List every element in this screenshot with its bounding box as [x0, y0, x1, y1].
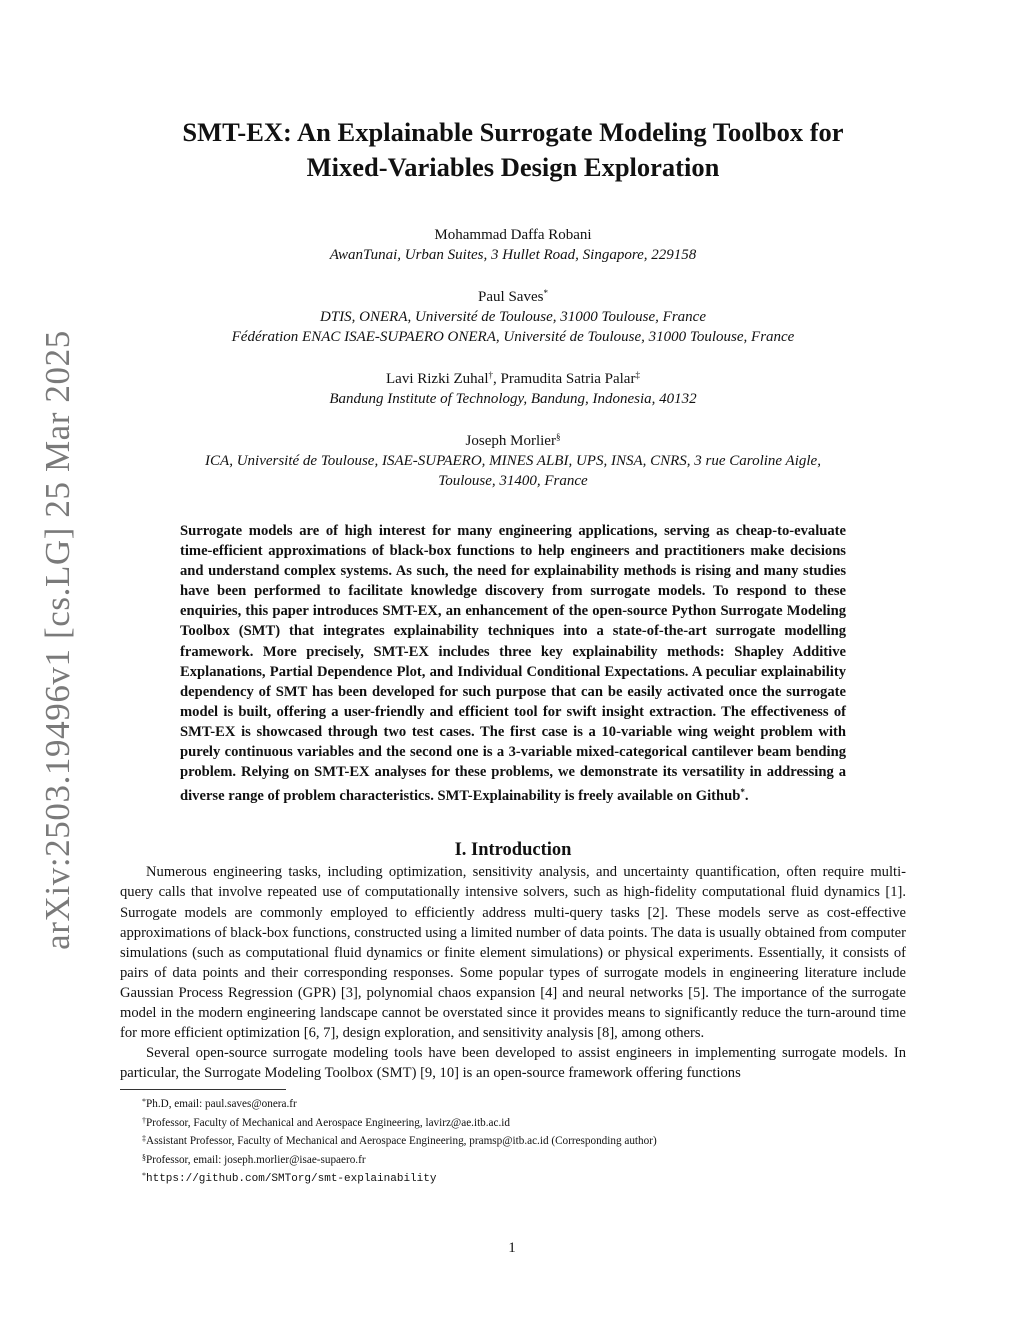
author-footnote-mark: †: [488, 370, 493, 380]
author-footnote-mark: §: [555, 432, 561, 442]
footnote-mark: *: [142, 1170, 146, 1180]
author-affiliation: AwanTunai, Urban Suites, 3 Hullet Road, Singapore, 229158: [329, 247, 697, 263]
body-paragraph: Several open-source surrogate modeling tools have been developed to assist engineers in implementing surrogate models. In particular, the Surrogate Modeling Toolbox (SMT) [9, 10] is an open-source framework offering functions: [120, 1045, 906, 1082]
footnote: [120, 1094, 906, 1112]
page-number: 1: [508, 1240, 516, 1256]
paper-title: [120, 115, 906, 185]
author-name: Joseph Morlier: [465, 433, 556, 449]
author-footnote-mark: ‡: [635, 370, 640, 380]
paper-page: [120, 0, 906, 1187]
footnote: [120, 1150, 906, 1168]
footnote-text: Professor, email: joseph.morlier@isae-supaero.fr: [146, 1153, 366, 1166]
footnotes: [120, 1094, 906, 1187]
author-footnote-mark: *: [543, 288, 548, 298]
footnote-divider: [120, 1089, 286, 1090]
author-list: [120, 225, 906, 491]
author-name: Mohammad Daffa Robani: [434, 227, 592, 243]
footnote: [120, 1168, 906, 1187]
footnote-text: Assistant Professor, Faculty of Mechanical and Aerospace Engineering, pramsp@itb.ac.id (Corresponding author): [146, 1135, 657, 1148]
section-heading: I. Introduction: [454, 840, 572, 861]
author-block: [120, 427, 906, 491]
body-paragraph: Numerous engineering tasks, including optimization, sensitivity analysis, and uncertainty quantification, often require multi-query calls that involve repeated use of computationally intensive solvers, such as high-fidelity computational fluid dynamics [1]. Surrogate models are commonly employed to efficiently address multi-query tasks [2]. These models serve as cost-effective approximations of black-box functions, constructed using a limited number of data points. The data is usually obtained from computer simulations (such as computational fluid dynamics or finite element simulations) or physical experiments. Essentially, it consists of pairs of data points and their corresponding responses. Some popular types of surrogate models in engineering literature include Gaussian Process Regression (GPR) [3], polynomial chaos expansion [4] and neural networks [5]. The importance of the surrogate model in the modern engineering landscape cannot be overstated since it provides means to significantly reduce the turn-around time for more efficient optimization [6, 7], design exploration, and sensitivity analysis [8], among others.: [120, 864, 906, 1042]
footnote-text: Professor, Faculty of Mechanical and Aerospace Engineering, lavirz@ae.itb.ac.id: [146, 1116, 510, 1129]
abstract: [180, 521, 846, 806]
paper-title-line-2: Mixed-Variables Design Exploration: [306, 152, 720, 182]
arxiv-identifier-stamp: arXiv:2503.19496v1 [cs.LG] 25 Mar 2025: [38, 330, 77, 950]
footnote: [120, 1131, 906, 1149]
paper-title-line-1: SMT-EX: An Explainable Surrogate Modeling Toolbox for: [182, 117, 844, 147]
author-affiliation: Fédération ENAC ISAE-SUPAERO ONERA, Université de Toulouse, 31000 Toulouse, France: [231, 329, 795, 345]
section-body: [120, 862, 906, 1083]
footnote-mark: §: [142, 1152, 146, 1162]
author-block: [120, 365, 906, 409]
footnote-mark: *: [142, 1097, 146, 1107]
author-block: [120, 225, 906, 265]
author-affiliation: DTIS, ONERA, Université de Toulouse, 31000 Toulouse, France: [320, 309, 706, 325]
abstract-footnote-mark: *: [740, 787, 745, 798]
author-affiliation: ICA, Université de Toulouse, ISAE-SUPAERO, MINES ALBI, UPS, INSA, CNRS, 3 rue Caroline Aigle,: [205, 453, 821, 469]
abstract-end: .: [744, 788, 749, 805]
author-name: Paul Saves: [478, 289, 544, 305]
abstract-text: Surrogate models are of high interest for many engineering applications, serving as cheap-to-evaluate time-efficient approximations of black-box functions to help engineers and practitioners make decisions and understand complex systems. As such, the need for explainability methods is rising and many studies have been performed to facilitate knowledge discovery from surrogate models. To respond to these enquiries, this paper introduces SMT-EX, an enhancement of the open-source Python Surrogate Modeling Toolbox (SMT) that integrates explainability techniques into a state-of-the-art surrogate modelling framework. More precisely, SMT-EX includes three key explainability methods: Shapley Additive Explanations, Partial Dependence Plot, and Individual Conditional Expectations. A peculiar explainability dependency of SMT has been developed for such purpose that can be easily activated once the surrogate model is built, offering a user-friendly and efficient tool for swift insight extraction. The effectiveness of SMT-EX is showcased through two test cases. The first case is a 10-variable wing weight problem with purely continuous variables and the second one is a 3-variable mixed-categorical cantilever beam bending problem. Relying on SMT-EX analyses for these problems, we demonstrate its versatility in addressing a diverse range of problem characteristics. SMT-Explainability is freely available on Github: [180, 523, 846, 805]
author-name: , Pramudita Satria Palar: [493, 371, 636, 387]
author-affiliation: Bandung Institute of Technology, Bandung, Indonesia, 40132: [329, 391, 697, 407]
footnote-text: Ph.D, email: paul.saves@onera.fr: [146, 1098, 297, 1111]
footnote-mark: †: [142, 1115, 146, 1125]
footnote: [120, 1113, 906, 1131]
author-block: [120, 283, 906, 347]
author-affiliation: Toulouse, 31400, France: [438, 473, 588, 489]
footnote-mark: ‡: [142, 1134, 146, 1144]
author-name: Lavi Rizki Zuhal: [386, 371, 489, 387]
footnote-github-link[interactable]: https://github.com/SMTorg/smt-explainability: [146, 1172, 437, 1185]
